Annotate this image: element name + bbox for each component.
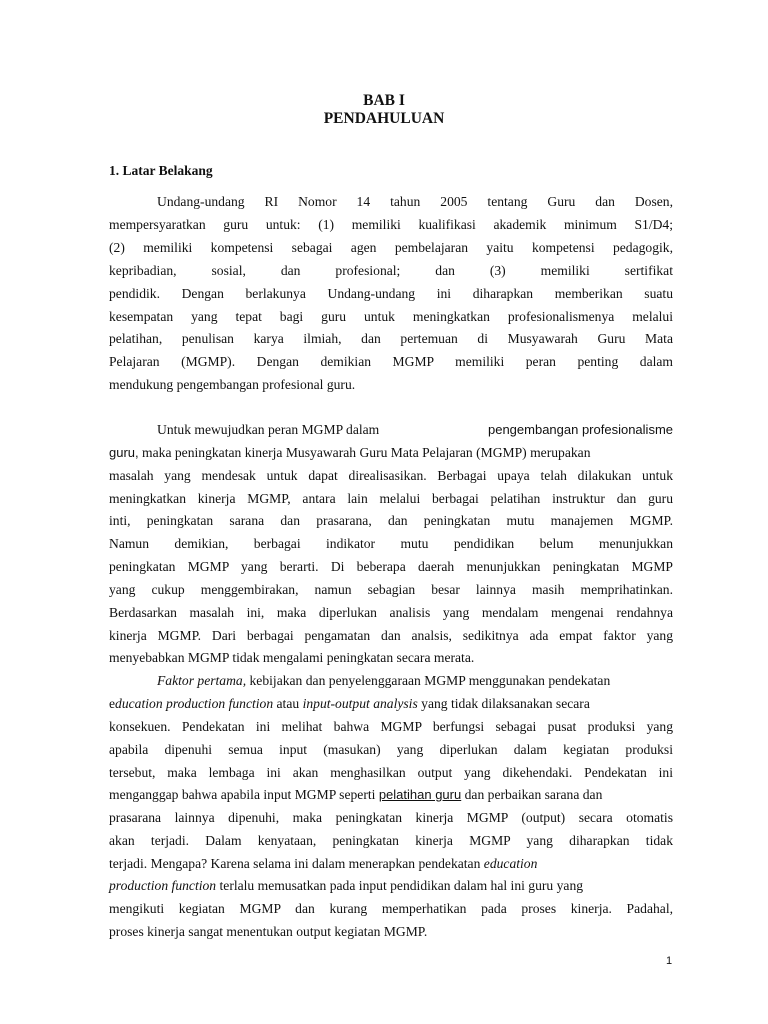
paragraph-line: konsekuen. Pendekatan ini melihat bahwa MGMP berfungsi sebagai pusat produksi yang [109,719,673,734]
paragraph-line: Pelajaran (MGMP). Dengan demikian MGMP memiliki peran penting dalam [109,354,673,369]
text-run: terlalu memusatkan pada input pendidikan dalam hal ini guru yang [216,878,584,893]
paragraph-line: menyebabkan MGMP tidak mengalami peningkatan secara merata. [109,650,475,665]
text-run: maka peningkatan kinerja Musyawarah Guru Mata Pelajaran (MGMP) merupakan [138,445,591,460]
text-run: kebijakan dan penyelenggaraan MGMP menggunakan pendekatan [246,673,611,688]
text-run: terjadi. Mengapa? Karena selama ini dalam menerapkan pendekatan [109,856,484,871]
paragraph-line [157,422,673,438]
paragraph-line [109,856,673,872]
text-run: Untuk mewujudkan peran MGMP dalam [157,422,380,437]
paragraph-line: apabila dipenuhi semua input (masukan) yang diperlukan dalam kegiatan produksi [109,742,673,757]
paragraph-line [109,878,673,894]
paragraph-line: pelatihan, penulisan karya ilmiah, dan pertemuan di Musyawarah Guru Mata [109,331,673,346]
paragraph-line: tersebut, maka lembaga ini akan menghasilkan output yang dikehendaki. Pendekatan ini [109,765,673,780]
text-run: e [109,696,116,711]
chapter-number: BAB I [363,92,405,109]
paragraph-line: kepribadian, sosial, dan profesional; dan (3) memiliki sertifikat [109,263,673,278]
text-run: menganggap bahwa apabila input MGMP seperti [109,787,379,802]
paragraph-line: peningkatan MGMP yang berarti. Di beberapa daerah menunjukkan peningkatan MGMP [109,559,673,574]
paragraph-line: meningkatkan kinerja MGMP, antara lain melalui berbagai pelatihan instruktur dan guru [109,491,673,506]
highlighted-term: pengembangan profesionalisme [487,422,673,437]
italic-run: input-output analysis [302,696,418,711]
text-run: atau [273,696,303,711]
paragraph-line: mengikuti kegiatan MGMP dan kurang memperhatikan pada proses kinerja. Padahal, [109,901,673,916]
paragraph-line: Berdasarkan masalah ini, maka diperlukan analisis yang mendalam mengenai rendahnya [109,605,673,620]
paragraph-line: mendukung pengembangan profesional guru. [109,377,356,392]
paragraph-line: inti, peningkatan sarana dan prasarana, dan peningkatan mutu manajemen MGMP. [109,513,673,528]
italic-run: ducation production function [115,696,274,711]
paragraph-line: mempersyaratkan guru untuk: (1) memiliki kualifikasi akademik minimum S1/D4; [109,217,673,232]
paragraph-line: prasarana lainnya dipenuhi, maka peningkatan kinerja MGMP (output) secara otomatis [109,810,673,825]
paragraph-line: kinerja MGMP. Dari berbagai pengamatan dan analsis, sedikitnya ada empat faktor yang [109,628,673,643]
paragraph-line: kesempatan yang tepat bagi guru untuk meningkatkan profesionalismenya melalui [109,309,673,324]
paragraph-line: pendidik. Dengan berlakunya Undang-undang ini diharapkan memberikan suatu [109,286,673,301]
italic-run: education [483,856,538,871]
text-run: yang tidak dilaksanakan secara [417,696,590,711]
paragraph-line: yang cukup menggembirakan, namun sebagian besar lainnya masih memprihatinkan. [109,582,673,597]
paragraph-line [109,445,673,461]
paragraph-line [109,696,673,712]
highlighted-term: guru, [109,445,139,460]
section-heading: 1. Latar Belakang [109,163,213,178]
text-run: dan perbaikan sarana dan [461,787,603,802]
paragraph-line: Namun demikian, berbagai indikator mutu pendidikan belum menunjukkan [109,536,673,551]
italic-run: production function [109,878,217,893]
paragraph-line: proses kinerja sangat menentukan output kegiatan MGMP. [109,924,428,939]
paragraph-line [109,787,673,803]
paragraph-line: (2) memiliki kompetensi sebagai agen pembelajaran yaitu kompetensi pedagogik, [109,240,673,255]
paragraph-line: masalah yang mendesak untuk dapat direalisasikan. Berbagai upaya telah dilakukan untuk [109,468,673,483]
paragraph-line [157,673,673,689]
paragraph-line: Undang-undang RI Nomor 14 tahun 2005 tentang Guru dan Dosen, [157,194,673,209]
page-number: 1 [666,955,673,967]
paragraph-line: akan terjadi. Dalam kenyataan, peningkatan kinerja MGMP yang diharapkan tidak [109,833,673,848]
italic-run: Faktor pertama, [157,673,247,688]
chapter-title: PENDAHULUAN [323,110,445,127]
highlighted-term: pelatihan guru [378,787,462,802]
